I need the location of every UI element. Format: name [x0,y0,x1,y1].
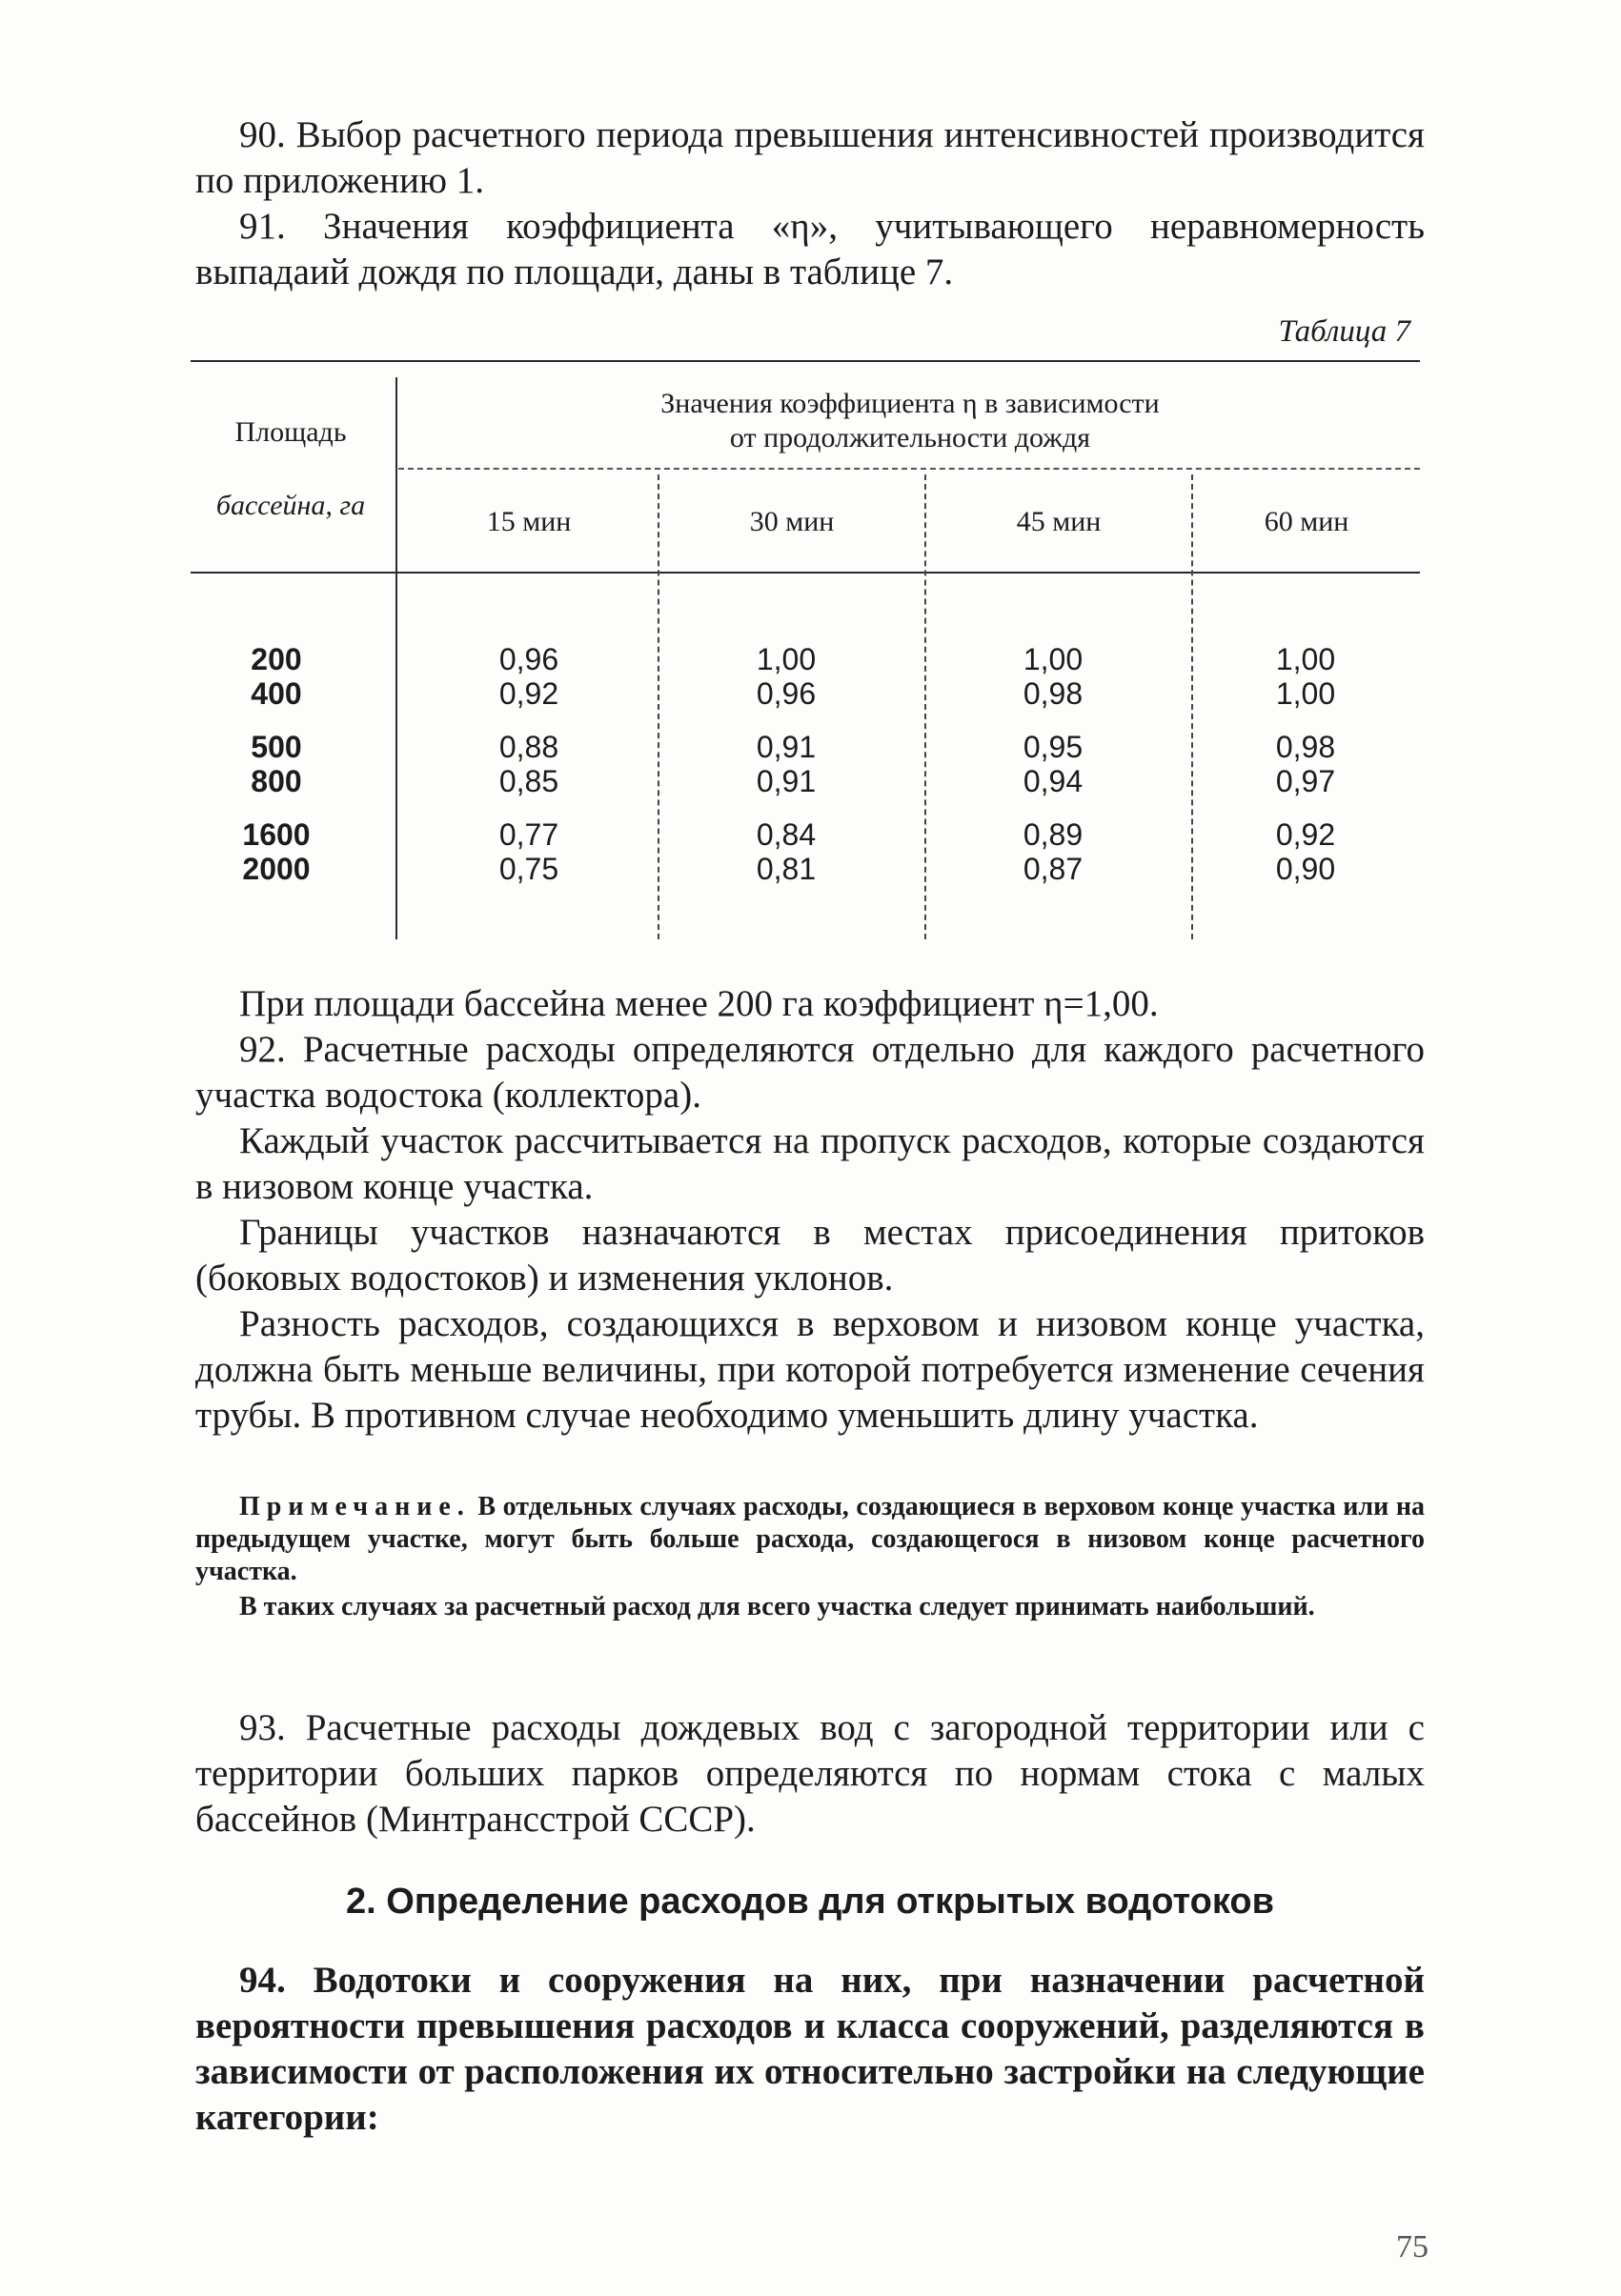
table-cell: 0,90 [1275,852,1336,886]
paragraph-92d [195,1301,1425,1439]
table-cell: 0,77 [498,817,559,852]
header-col-45: 45 мин [1016,506,1102,537]
table-cell: 0,94 [1023,764,1084,798]
section-title: 2. Определение расходов для открытых водотоков [346,1882,1274,1922]
row-area: 800 [251,764,302,798]
table-cell: 0,98 [1275,730,1336,764]
table-top-rule [191,360,1420,362]
paragraph-92c-text: Границы участков назначаются в местах присоединения притоков (боковых водостоков) и изменения уклонов. [195,1212,1425,1299]
row-area: 500 [251,730,302,764]
header-col-60: 60 мин [1264,506,1349,537]
note-text-1: В отдельных случаях расходы, создающиеся в верховом конце участка или на предыдущем участке, могут быть больше расхода, создающегося в низовом конце расчетного участка. [195,1492,1425,1586]
table-vline-1 [395,377,397,939]
paragraph-91 [195,204,1425,295]
header-col-30: 30 мин [749,506,835,537]
table-vline-3 [924,474,926,939]
table-subheader-rule [398,468,1420,470]
table-header-rule [191,572,1420,574]
table-cell: 0,92 [498,676,559,711]
header-group-line2: от продолжительности дождя [729,422,1091,453]
page-number: 75 [1396,2229,1429,2265]
after-table-text: При площади бассейна менее 200 га коэффициент η=1,00. [239,983,1159,1024]
paragraph-92d-text: Разность расходов, создающихся в верховом и низовом конце участка, должна быть меньше величины, при которой потребуется изменение сечения трубы. В противном случае необходимо уменьшить длину участка. [195,1303,1425,1436]
paragraph-90 [195,112,1425,204]
table-cell: 0,98 [1023,676,1084,711]
paragraph-93 [195,1705,1425,1843]
paragraph-92-text: 92. Расчетные расходы определяются отдельно для каждого расчетного участка водостока (коллектора). [195,1029,1425,1116]
table-cell: 0,84 [756,817,817,852]
paragraph-90-text: 90. Выбор расчетного периода превышения интенсивностей производится по приложению 1. [195,114,1425,201]
table-cell: 0,95 [1023,730,1084,764]
table-cell: 0,91 [756,730,817,764]
paragraph-after-table [195,981,1425,1027]
table-cell: 1,00 [756,642,817,676]
note-paragraph-2 [195,1591,1425,1623]
table-cell: 1,00 [1275,642,1336,676]
table-cell: 0,75 [498,852,559,886]
table-cell: 1,00 [1023,642,1084,676]
paragraph-94 [195,1958,1425,2141]
header-group-line1: Значения коэффициента η в зависимости [660,388,1160,419]
coefficient-table [191,360,1420,941]
table-cell: 0,91 [756,764,817,798]
table-cell: 0,96 [498,642,559,676]
table-cell: 0,89 [1023,817,1084,852]
row-area: 200 [251,642,302,676]
paragraph-92 [195,1027,1425,1118]
paragraph-92b [195,1118,1425,1210]
row-area: 1600 [242,817,311,852]
note-paragraph-1 [195,1491,1425,1588]
header-area-line1: Площадь [234,416,347,448]
table-cell: 0,81 [756,852,817,886]
table-vline-2 [658,474,659,939]
paragraph-91-text: 91. Значения коэффициента «η», учитывающего неравномерность выпадаий дождя по площади, даны в таблице 7. [195,206,1425,292]
table-cell: 0,88 [498,730,559,764]
table-cell: 0,87 [1023,852,1084,886]
header-col-15: 15 мин [486,506,572,537]
row-area: 400 [251,676,302,711]
table-cell: 0,97 [1275,764,1336,798]
table-vline-4 [1191,474,1193,939]
paragraph-94-text: 94. Водотоки и сооружения на них, при назначении расчетной вероятности превышения расходов и класса сооружений, разделяются в зависимости от расположения их относительно застройки на следующие категории: [195,1960,1425,2138]
row-area: 2000 [242,852,311,886]
note-label: Примечание. [239,1492,471,1521]
paragraph-92b-text: Каждый участок рассчитывается на пропуск расходов, которые создаются в низовом конце участка. [195,1120,1425,1207]
paragraph-92c [195,1210,1425,1301]
paragraph-93-text: 93. Расчетные расходы дождевых вод с загородной территории или с территории больших парков определяются по нормам стока с малых бассейнов (Минтрансстрой СССР). [195,1707,1425,1840]
note-text-2: В таких случаях за расчетный расход для всего участка следует принимать наибольший. [239,1592,1315,1621]
header-area-line2: бассейна, га [215,490,366,521]
table-cell: 0,96 [756,676,817,711]
table-cell: 1,00 [1275,676,1336,711]
table-cell: 0,92 [1275,817,1336,852]
table-caption: Таблица 7 [1278,314,1410,349]
table-cell: 0,85 [498,764,559,798]
